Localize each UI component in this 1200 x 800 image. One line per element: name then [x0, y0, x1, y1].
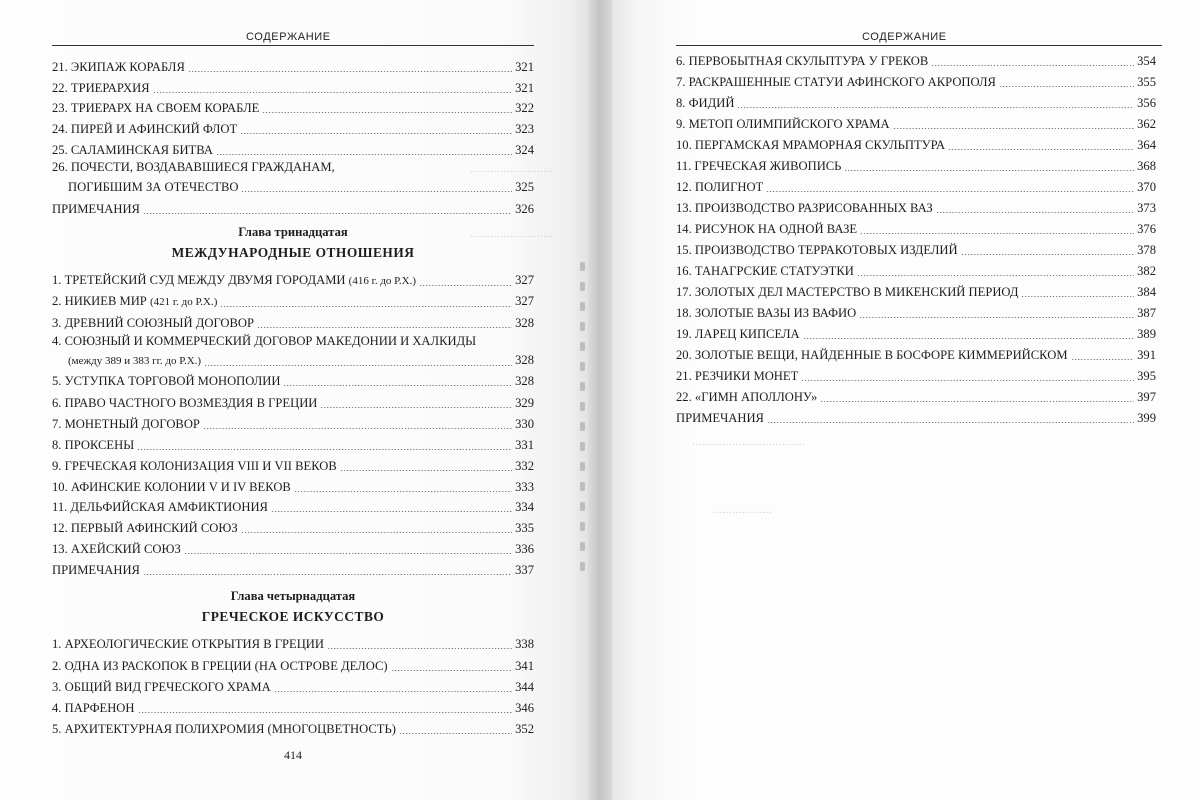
chapter-title: ГРЕЧЕСКОЕ ИСКУССТВО — [201, 609, 385, 624]
toc-entry: 20. ЗОЛОТЫЕ ВЕЩИ, НАЙДЕННЫЕ В БОСФОРЕ КИММЕРИЙСКОМ 391 — [676, 348, 1156, 362]
binding-hole — [580, 562, 585, 571]
toc-entry: 2. НИКИЕВ МИР (421 г. до Р.Х.) 327 — [52, 294, 534, 308]
toc-entry: 21. ЭКИПАЖ КОРАБЛЯ 321 — [52, 60, 534, 74]
toc-entry: 5. АРХИТЕКТУРНАЯ ПОЛИХРОМИЯ (МНОГОЦВЕТНОСТЬ) 352 — [52, 722, 534, 736]
running-head: СОДЕРЖАНИЕ — [862, 31, 947, 43]
toc-entry: ПРИМЕЧАНИЯ 326 — [52, 202, 534, 216]
binding-hole — [580, 482, 585, 491]
toc-entry: 16. ТАНАГРСКИЕ СТАТУЭТКИ 382 — [676, 264, 1156, 278]
toc-entry: 6. ПРАВО ЧАСТНОГО ВОЗМЕЗДИЯ В ГРЕЦИИ 329 — [52, 396, 534, 410]
toc-entry-title: 4. СОЮЗНЫЙ И КОММЕРЧЕСКИЙ ДОГОВОР МАКЕДОНИИ И ХАЛКИДЫ — [52, 334, 477, 348]
toc-entry: 11. ГРЕЧЕСКАЯ ЖИВОПИСЬ 368 — [676, 159, 1156, 173]
toc-entry: 17. ЗОЛОТЫХ ДЕЛ МАСТЕРСТВО В МИКЕНСКИЙ ПЕРИОД 384 — [676, 285, 1156, 299]
binding-hole — [580, 542, 585, 551]
toc-entry: 24. ПИРЕЙ И АФИНСКИЙ ФЛОТ 323 — [52, 122, 534, 136]
toc-entry: 22. «ГИМН АПОЛЛОНУ» 397 — [676, 390, 1156, 404]
toc-entry: ПРИМЕЧАНИЯ 399 — [676, 411, 1156, 425]
binding-hole — [580, 522, 585, 531]
chapter-title: МЕЖДУНАРОДНЫЕ ОТНОШЕНИЯ — [171, 245, 415, 260]
toc-entry: 14. РИСУНОК НА ОДНОЙ ВАЗЕ 376 — [676, 222, 1156, 236]
toc-entry: 12. ПЕРВЫЙ АФИНСКИЙ СОЮЗ 335 — [52, 521, 534, 535]
show-through-text: ·················· — [712, 508, 772, 519]
binding-hole — [580, 402, 585, 411]
toc-entry: ПРИМЕЧАНИЯ 337 — [52, 563, 534, 577]
toc-entry: 13. ПРОИЗВОДСТВО РАЗРИСОВАННЫХ ВАЗ 373 — [676, 201, 1156, 215]
toc-entry: 1. АРХЕОЛОГИЧЕСКИЕ ОТКРЫТИЯ В ГРЕЦИИ 338 — [52, 637, 534, 651]
toc-entry: 5. УСТУПКА ТОРГОВОЙ МОНОПОЛИИ 328 — [52, 374, 534, 388]
toc-entry: 12. ПОЛИГНОТ 370 — [676, 180, 1156, 194]
toc-entry: (между 389 и 383 гг. до Р.Х.) 328 — [68, 353, 534, 367]
binding-hole — [580, 342, 585, 351]
toc-entry: 15. ПРОИЗВОДСТВО ТЕРРАКОТОВЫХ ИЗДЕЛИЙ 378 — [676, 243, 1156, 257]
toc-entry: 13. АХЕЙСКИЙ СОЮЗ 336 — [52, 542, 534, 556]
binding-hole — [580, 422, 585, 431]
toc-entry: 2. ОДНА ИЗ РАСКОПОК В ГРЕЦИИ (НА ОСТРОВЕ ДЕЛОС) 341 — [52, 659, 534, 673]
toc-entry: 7. РАСКРАШЕННЫЕ СТАТУИ АФИНСКОГО АКРОПОЛЯ 355 — [676, 75, 1156, 89]
toc-entry: 3. ДРЕВНИЙ СОЮЗНЫЙ ДОГОВОР 328 — [52, 316, 534, 330]
chapter-label: Глава четырнадцатая — [230, 589, 356, 603]
binding-hole — [580, 502, 585, 511]
header-rule — [52, 45, 534, 46]
header-rule — [676, 45, 1162, 46]
toc-entry: 6. ПЕРВОБЫТНАЯ СКУЛЬПТУРА У ГРЕКОВ 354 — [676, 54, 1156, 68]
toc-entry: 1. ТРЕТЕЙСКИЙ СУД МЕЖДУ ДВУМЯ ГОРОДАМИ (416 г. до Р.Х.) 327 — [52, 273, 534, 287]
toc-entry: 23. ТРИЕРАРХ НА СВОЕМ КОРАБЛЕ 322 — [52, 101, 534, 115]
running-head: СОДЕРЖАНИЕ — [246, 31, 331, 43]
left-page — [0, 0, 588, 800]
show-through-text: ·································· — [692, 440, 806, 451]
toc-entry: 18. ЗОЛОТЫЕ ВАЗЫ ИЗ ВАФИО 387 — [676, 306, 1156, 320]
toc-entry: 25. САЛАМИНСКАЯ БИТВА 324 — [52, 143, 534, 157]
binding-hole — [580, 362, 585, 371]
toc-entry: 22. ТРИЕРАРХИЯ 321 — [52, 81, 534, 95]
toc-entry: 19. ЛАРЕЦ КИПСЕЛА 389 — [676, 327, 1156, 341]
toc-entry: 9. МЕТОП ОЛИМПИЙСКОГО ХРАМА 362 — [676, 117, 1156, 131]
binding-hole — [580, 262, 585, 271]
show-through-text: ························· — [470, 232, 554, 243]
toc-entry: 3. ОБЩИЙ ВИД ГРЕЧЕСКОГО ХРАМА 344 — [52, 680, 534, 694]
toc-entry: 21. РЕЗЧИКИ МОНЕТ 395 — [676, 369, 1156, 383]
toc-entry: 8. ПРОКСЕНЫ 331 — [52, 438, 534, 452]
right-page — [612, 0, 1200, 800]
toc-entry: 10. ПЕРГАМСКАЯ МРАМОРНАЯ СКУЛЬПТУРА 364 — [676, 138, 1156, 152]
toc-entry: 8. ФИДИЙ 356 — [676, 96, 1156, 110]
binding-hole — [580, 382, 585, 391]
toc-entry: ПОГИБШИМ ЗА ОТЕЧЕСТВО 325 — [68, 180, 534, 194]
show-through-text: ························· — [470, 167, 554, 178]
binding-hole — [580, 462, 585, 471]
binding-hole — [580, 302, 585, 311]
binding-hole — [580, 322, 585, 331]
toc-entry: 10. АФИНСКИЕ КОЛОНИИ V И IV ВЕКОВ 333 — [52, 480, 534, 494]
binding-hole — [580, 282, 585, 291]
toc-entry: 9. ГРЕЧЕСКАЯ КОЛОНИЗАЦИЯ VIII И VII ВЕКОВ 332 — [52, 459, 534, 473]
toc-entry: 7. МОНЕТНЫЙ ДОГОВОР 330 — [52, 417, 534, 431]
chapter-label: Глава тринадцатая — [238, 225, 348, 239]
toc-entry: 11. ДЕЛЬФИЙСКАЯ АМФИКТИОНИЯ 334 — [52, 500, 534, 514]
binding-hole — [580, 442, 585, 451]
toc-entry-title: 26. ПОЧЕСТИ, ВОЗДАВАВШИЕСЯ ГРАЖДАНАМ, — [52, 160, 335, 174]
toc-entry: 4. ПАРФЕНОН 346 — [52, 701, 534, 715]
book-gutter — [588, 0, 612, 800]
page-number: 414 — [284, 748, 302, 762]
